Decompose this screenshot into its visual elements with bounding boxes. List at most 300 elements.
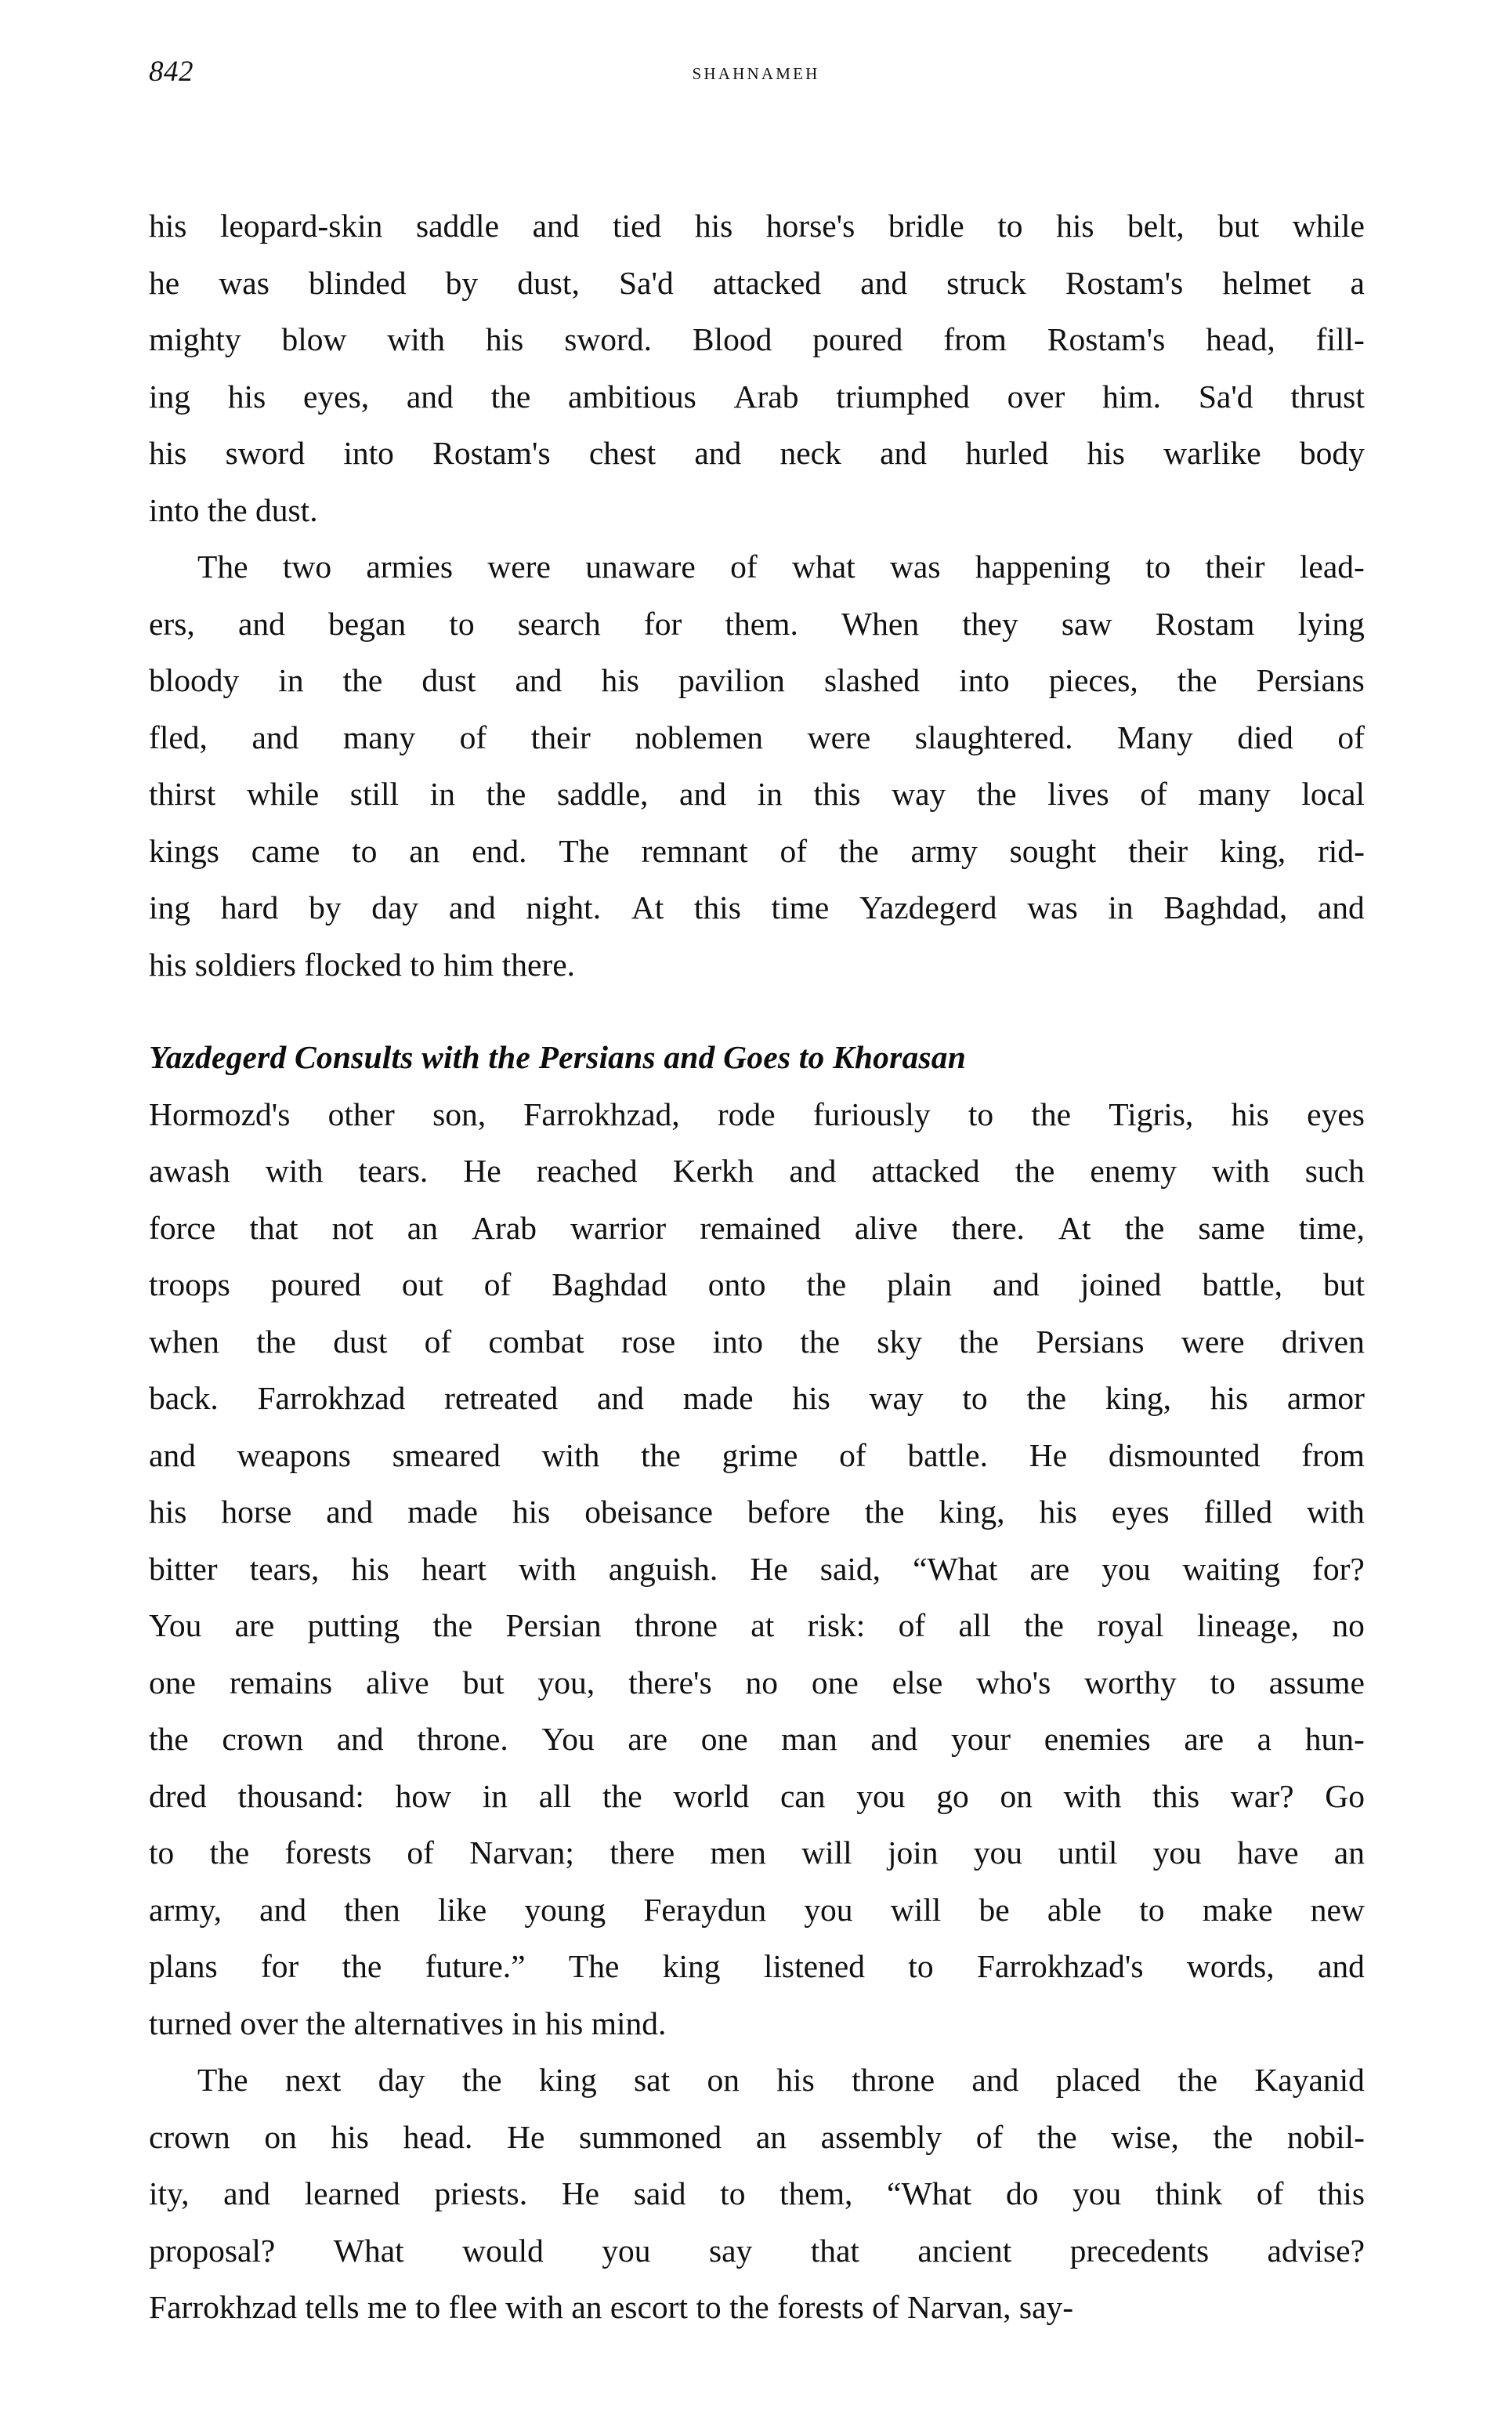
word: of <box>424 1323 452 1360</box>
word: and <box>251 719 299 755</box>
word: anguish. <box>608 1550 718 1587</box>
word: alive <box>854 1209 918 1246</box>
word: armor <box>1286 1380 1365 1416</box>
word: and <box>259 1891 307 1928</box>
word: this <box>1152 1777 1200 1814</box>
word: tears. <box>358 1153 429 1189</box>
page-number: 842 <box>149 56 194 88</box>
text-line <box>149 2109 1365 2166</box>
word: words, <box>1186 1948 1275 1984</box>
word: hard <box>220 889 279 925</box>
word: in <box>1108 889 1134 925</box>
word: like <box>437 1891 487 1928</box>
word: tears, <box>249 1550 320 1587</box>
word: Sa'd <box>618 264 674 301</box>
word: thirst <box>149 776 216 812</box>
word: no <box>1332 1607 1365 1643</box>
word: risk: <box>807 1607 866 1643</box>
word: priests. <box>434 2175 528 2211</box>
word: nobil- <box>1286 2118 1365 2155</box>
word: bitter <box>149 1550 218 1587</box>
word: chest <box>588 435 657 471</box>
word: with <box>265 1153 324 1189</box>
word: their <box>1205 549 1265 585</box>
word: and <box>870 1721 918 1757</box>
word: are <box>1029 1550 1070 1587</box>
word: When <box>841 605 920 642</box>
word: war? <box>1230 1777 1294 1814</box>
text-line <box>149 709 1365 766</box>
word: Baghdad, <box>1163 889 1288 925</box>
word: the <box>641 1436 681 1473</box>
word: said <box>633 2175 686 2211</box>
word: the <box>486 776 526 812</box>
word: his <box>1039 1494 1077 1530</box>
word: to <box>962 1380 988 1416</box>
word: the <box>1015 1153 1055 1189</box>
text-line <box>149 255 1365 312</box>
word: throne <box>852 2062 935 2098</box>
word: how <box>395 1777 452 1814</box>
word: Many <box>1117 719 1193 755</box>
word: tied <box>613 208 662 244</box>
word: at <box>751 1607 775 1643</box>
word: from <box>1301 1436 1365 1473</box>
word: time <box>771 889 830 925</box>
word: wise, <box>1111 2118 1179 2155</box>
text-line <box>149 538 1365 596</box>
word: his <box>776 2062 815 2098</box>
text-line <box>149 1938 1365 1995</box>
word: they <box>962 605 1018 642</box>
word: and <box>789 1153 837 1189</box>
word: Baghdad <box>552 1266 667 1302</box>
word: and <box>326 1494 374 1530</box>
word: his <box>149 208 187 244</box>
word: not <box>331 1209 374 1246</box>
word: died <box>1237 719 1293 755</box>
word: be <box>978 1891 1010 1928</box>
word: of <box>483 1266 512 1302</box>
word: his <box>227 378 266 415</box>
word: rid- <box>1317 832 1365 869</box>
word: their <box>1128 832 1188 869</box>
word: and <box>515 662 562 698</box>
word: king, <box>1105 1380 1171 1416</box>
word: king <box>538 2062 597 2098</box>
word: the <box>1037 2118 1077 2155</box>
word: the <box>256 1323 296 1360</box>
text-line <box>149 2222 1365 2280</box>
word: throne. <box>417 1721 508 1757</box>
word: ing <box>149 378 191 415</box>
word: At <box>631 889 664 925</box>
word: lives <box>1047 776 1109 812</box>
text-line <box>149 1483 1365 1541</box>
word: go <box>936 1777 969 1814</box>
word: force <box>149 1209 216 1246</box>
word: to <box>352 832 378 869</box>
word: remnant <box>641 832 748 869</box>
word: army <box>910 832 978 869</box>
word: happening <box>975 549 1111 585</box>
word: do <box>1005 2175 1039 2211</box>
word: Kerkh <box>672 1153 754 1189</box>
word: made <box>682 1380 754 1416</box>
word: retreated <box>444 1380 559 1416</box>
paragraph <box>149 2052 1365 2336</box>
word: fill- <box>1315 321 1365 357</box>
word: while <box>1292 208 1365 244</box>
word: bridle <box>888 208 964 244</box>
word: you <box>1073 2175 1122 2211</box>
text-line <box>149 425 1365 482</box>
word: battle, <box>1202 1266 1283 1302</box>
word: Rostam's <box>432 435 551 471</box>
word: Persian <box>505 1607 602 1643</box>
word: helmet <box>1222 264 1311 301</box>
word: time, <box>1298 1209 1365 1246</box>
word: placed <box>1055 2062 1141 2098</box>
word: before <box>747 1494 830 1530</box>
word: driven <box>1281 1323 1365 1360</box>
word: all <box>958 1607 991 1643</box>
word: many <box>342 719 416 755</box>
word: What <box>333 2232 404 2269</box>
word: by <box>309 889 342 925</box>
word: the <box>461 2062 502 2098</box>
word: him. <box>1102 378 1162 415</box>
running-head <box>149 53 1363 100</box>
word: will <box>890 1891 942 1928</box>
word: and <box>237 605 285 642</box>
word: future.” <box>425 1948 526 1984</box>
word: young <box>524 1891 606 1928</box>
word: in <box>278 662 304 698</box>
word: sword <box>225 435 306 471</box>
word: you <box>973 1834 1023 1871</box>
word: remains <box>229 1664 333 1700</box>
word: Persians <box>1036 1323 1145 1360</box>
word: of <box>780 832 808 869</box>
word: Feraydun <box>643 1891 767 1928</box>
text-line: his soldiers flocked to him there. <box>149 946 575 983</box>
word: said, <box>819 1550 881 1587</box>
word: next <box>284 2062 342 2098</box>
word: the <box>149 1721 189 1757</box>
word: Yazdegerd <box>859 889 997 925</box>
word: At <box>1058 1209 1091 1246</box>
word: and <box>971 2062 1019 2098</box>
word: will <box>801 1834 852 1871</box>
word: blinded <box>309 264 407 301</box>
word: a <box>1350 264 1365 301</box>
text-line <box>149 596 1365 653</box>
word: heart <box>421 1550 487 1587</box>
word: same <box>1198 1209 1265 1246</box>
word: of <box>1337 719 1365 755</box>
text-line <box>149 197 1365 255</box>
word: and <box>1318 1948 1365 1984</box>
word: by <box>445 264 479 301</box>
word: his <box>485 321 524 357</box>
word: crown <box>222 1721 304 1757</box>
word: into <box>343 435 394 471</box>
word: poured <box>270 1266 361 1302</box>
word: summoned <box>579 2118 722 2155</box>
text-line: Farrokhzad tells me to flee with an escort to the forests of Narvan, say- <box>149 2289 1074 2325</box>
word: Hormozd's <box>149 1096 291 1132</box>
paragraph <box>149 538 1365 993</box>
word: to <box>720 2175 746 2211</box>
word: listened <box>763 1948 865 1984</box>
text-line <box>149 823 1365 880</box>
word: your <box>950 1721 1011 1757</box>
word: made <box>407 1494 478 1530</box>
word: their <box>530 719 591 755</box>
word: an <box>407 1209 438 1246</box>
word: and <box>694 435 742 471</box>
word: armies <box>366 549 453 585</box>
word: saddle, <box>556 776 649 812</box>
word: belt, <box>1127 208 1185 244</box>
word: of <box>975 2118 1004 2155</box>
word: the <box>1024 1607 1064 1643</box>
word: this <box>813 776 861 812</box>
word: you <box>856 1777 906 1814</box>
word: He <box>561 2175 600 2211</box>
word: hurled <box>965 435 1049 471</box>
word: horse <box>221 1494 292 1530</box>
word: on <box>1000 1777 1033 1814</box>
word: of <box>1256 2175 1284 2211</box>
word: you, <box>537 1664 595 1700</box>
word: search <box>517 605 601 642</box>
word: way <box>869 1380 924 1416</box>
word: son, <box>432 1096 487 1132</box>
word: them. <box>725 605 798 642</box>
word: would <box>462 2232 544 2269</box>
word: of <box>1140 776 1167 812</box>
word: his <box>1210 1380 1249 1416</box>
word: attacked <box>712 264 822 301</box>
word: the <box>1177 662 1217 698</box>
word: one <box>700 1721 748 1757</box>
word: remained <box>700 1209 821 1246</box>
word: proposal? <box>149 2232 276 2269</box>
text-line <box>149 1313 1365 1371</box>
word: enemies <box>1044 1721 1151 1757</box>
word: eyes <box>1111 1494 1170 1530</box>
word: this <box>1318 2175 1365 2211</box>
word: local <box>1301 776 1365 812</box>
word: the <box>976 776 1017 812</box>
word: forests <box>284 1834 372 1871</box>
word: the <box>1026 1380 1067 1416</box>
word: his <box>149 1494 187 1530</box>
word: the <box>838 832 879 869</box>
word: a <box>1257 1721 1272 1757</box>
word: attacked <box>871 1153 980 1189</box>
word: filled <box>1203 1494 1273 1530</box>
word: rode <box>717 1096 776 1132</box>
word: over <box>1007 378 1065 415</box>
word: man <box>781 1721 837 1757</box>
word: such <box>1304 1153 1365 1189</box>
word: noblemen <box>635 719 764 755</box>
word: for <box>643 605 682 642</box>
word: then <box>344 1891 400 1928</box>
word: to <box>449 605 475 642</box>
word: kings <box>149 832 219 869</box>
word: and <box>992 1266 1040 1302</box>
word: eyes, <box>303 378 370 415</box>
word: you <box>1101 1550 1151 1587</box>
word: triumphed <box>836 378 970 415</box>
word: in <box>429 776 455 812</box>
word: the <box>959 1323 999 1360</box>
word: way <box>892 776 946 812</box>
word: with <box>1063 1777 1122 1814</box>
word: pieces, <box>1048 662 1138 698</box>
word: fled, <box>149 719 208 755</box>
word: was <box>1027 889 1078 925</box>
word: when <box>149 1323 219 1360</box>
word: for? <box>1312 1550 1365 1587</box>
word: his <box>351 1550 389 1587</box>
word: of <box>839 1436 866 1473</box>
word: joined <box>1080 1266 1162 1302</box>
word: worthy <box>1084 1664 1177 1700</box>
word: pavilion <box>678 662 785 698</box>
word: body <box>1299 435 1365 471</box>
word: there <box>610 1834 675 1871</box>
text-line: turned over the alternatives in his mind. <box>149 2005 667 2041</box>
word: day <box>371 889 419 925</box>
heading-spacer <box>149 993 1365 1029</box>
word: leopard-skin <box>219 208 383 244</box>
word: his <box>1056 208 1094 244</box>
word: Farrokhzad's <box>976 1948 1144 1984</box>
word: rose <box>621 1323 676 1360</box>
word: waiting <box>1182 1550 1280 1587</box>
word: struck <box>946 264 1026 301</box>
word: this <box>693 889 741 925</box>
word: horse's <box>765 208 855 244</box>
word: with <box>518 1550 577 1587</box>
word: alive <box>366 1664 429 1700</box>
word: advise? <box>1267 2232 1365 2269</box>
word: still <box>349 776 400 812</box>
word: from <box>943 321 1007 357</box>
word: troops <box>149 1266 230 1302</box>
word: Arab <box>733 378 799 415</box>
text-line <box>149 652 1365 709</box>
word: are <box>1184 1721 1224 1757</box>
word: who's <box>976 1664 1051 1700</box>
paragraph <box>149 197 1365 538</box>
word: and <box>149 1436 196 1473</box>
word: eyes <box>1307 1096 1365 1132</box>
word: throne <box>634 1607 718 1643</box>
word: of <box>407 1834 434 1871</box>
text-line <box>149 1256 1365 1313</box>
word: and <box>679 776 726 812</box>
text-line <box>149 2165 1365 2222</box>
word: You <box>541 1721 595 1757</box>
word: back. <box>149 1380 219 1416</box>
word: the <box>1177 2062 1217 2098</box>
word: mighty <box>149 321 241 357</box>
word: make <box>1202 1891 1273 1928</box>
word: join <box>887 1834 939 1871</box>
word: thousand: <box>237 1777 364 1814</box>
word: the <box>864 1494 905 1530</box>
word: his <box>149 435 187 471</box>
word: are <box>628 1721 668 1757</box>
word: you <box>1152 1834 1202 1871</box>
word: and <box>597 1380 644 1416</box>
word: for <box>260 1948 299 1984</box>
word: one <box>149 1664 196 1700</box>
word: “What <box>887 2175 972 2211</box>
word: were <box>1181 1323 1245 1360</box>
word: while <box>246 776 320 812</box>
word: Farrokhzad, <box>523 1096 680 1132</box>
word: Kayanid <box>1254 2062 1365 2098</box>
word: and <box>880 435 927 471</box>
word: enemy <box>1090 1153 1177 1189</box>
word: head. <box>403 2118 473 2155</box>
body-text <box>149 197 1365 2336</box>
word: with <box>541 1436 600 1473</box>
word: you <box>804 1891 853 1928</box>
word: his <box>694 208 733 244</box>
word: to <box>1145 549 1171 585</box>
word: You <box>149 1607 202 1643</box>
word: and <box>336 1721 384 1757</box>
text-line <box>149 1597 1365 1654</box>
word: men <box>710 1834 766 1871</box>
word: The <box>568 1948 620 1984</box>
word: dred <box>149 1777 207 1814</box>
word: with <box>1307 1494 1365 1530</box>
word: of <box>730 549 758 585</box>
word: Narvan; <box>469 1834 574 1871</box>
word: many <box>1198 776 1271 812</box>
word: the <box>1124 1209 1165 1246</box>
word: able <box>1047 1891 1101 1928</box>
paragraph <box>149 1086 1365 2052</box>
word: king, <box>939 1494 1005 1530</box>
word: He <box>507 2118 545 2155</box>
word: you <box>602 2232 651 2269</box>
word: smeared <box>392 1436 501 1473</box>
word: obeisance <box>584 1494 713 1530</box>
word: came <box>251 832 320 869</box>
word: and <box>448 889 496 925</box>
word: saw <box>1061 605 1112 642</box>
word: his <box>1087 435 1125 471</box>
word: thrust <box>1290 378 1365 415</box>
word: there. <box>951 1209 1025 1246</box>
word: “What <box>913 1550 998 1587</box>
word: furiously <box>812 1096 931 1132</box>
word: awash <box>149 1153 230 1189</box>
word: to <box>968 1096 994 1132</box>
word: The <box>197 2062 248 2098</box>
section-heading: Yazdegerd Consults with the Persians and Goes to Khorasan <box>149 1039 967 1075</box>
